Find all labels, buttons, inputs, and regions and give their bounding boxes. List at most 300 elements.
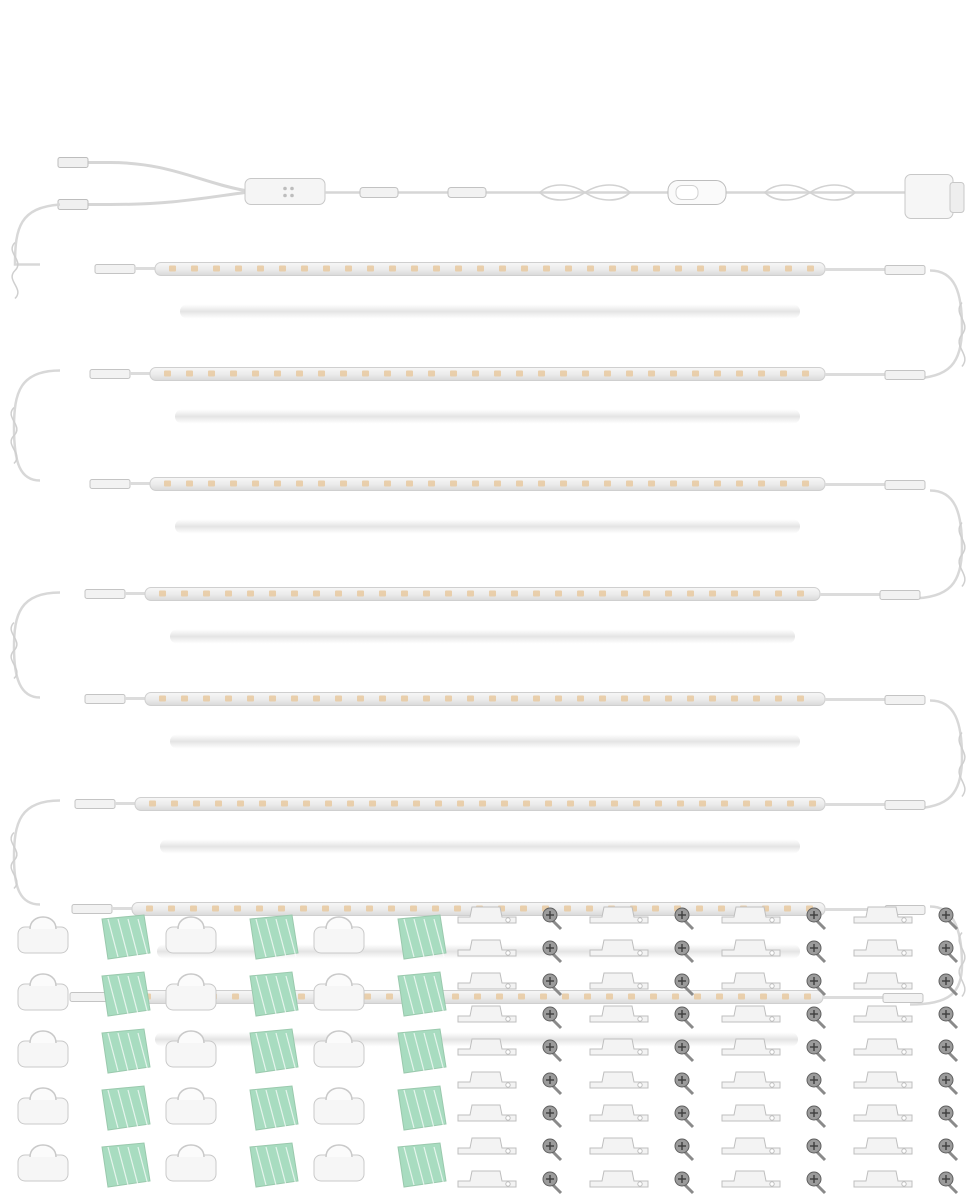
led-chip bbox=[802, 371, 809, 377]
led-chip bbox=[582, 481, 589, 487]
screw bbox=[939, 908, 957, 929]
adhesive-clip bbox=[314, 1031, 364, 1067]
led-chip bbox=[323, 266, 330, 272]
mounting-clip bbox=[590, 1072, 648, 1088]
led-chip bbox=[252, 481, 259, 487]
led-chip bbox=[543, 266, 550, 272]
screw bbox=[807, 1106, 825, 1127]
led-chip bbox=[345, 266, 352, 272]
led-chip bbox=[653, 266, 660, 272]
led-chip bbox=[164, 481, 171, 487]
led-chip bbox=[433, 266, 440, 272]
led-chip bbox=[489, 591, 496, 597]
led-chip bbox=[389, 266, 396, 272]
adhesive-tape-pad bbox=[250, 1086, 298, 1130]
led-chip bbox=[357, 696, 364, 702]
screw bbox=[939, 1007, 957, 1028]
led-chip bbox=[687, 696, 694, 702]
led-chip bbox=[670, 371, 677, 377]
led-chip bbox=[621, 591, 628, 597]
power-adapter bbox=[905, 175, 953, 219]
screw bbox=[543, 941, 561, 962]
adhesive-tape-pad bbox=[102, 915, 150, 959]
led-chip bbox=[697, 266, 704, 272]
led-chip bbox=[555, 696, 562, 702]
bar-housing bbox=[145, 588, 820, 601]
led-chip bbox=[523, 801, 530, 807]
led-chip bbox=[208, 481, 215, 487]
led-chip bbox=[555, 591, 562, 597]
led-chip bbox=[560, 371, 567, 377]
screw bbox=[807, 1172, 825, 1193]
mounting-clip bbox=[854, 907, 912, 923]
led-chip bbox=[687, 591, 694, 597]
mounting-clip bbox=[722, 1072, 780, 1088]
bar-shadow bbox=[170, 630, 795, 644]
led-chip bbox=[489, 696, 496, 702]
mounting-clip bbox=[854, 973, 912, 989]
led-chip bbox=[274, 481, 281, 487]
mounting-clip bbox=[854, 1138, 912, 1154]
led-chip bbox=[589, 801, 596, 807]
led-bar bbox=[95, 263, 925, 319]
led-chip bbox=[225, 696, 232, 702]
led-chip bbox=[719, 266, 726, 272]
led-chip bbox=[516, 481, 523, 487]
dc-plug-connector bbox=[58, 158, 88, 168]
screw bbox=[675, 1007, 693, 1028]
led-chip bbox=[213, 266, 220, 272]
screw bbox=[675, 1073, 693, 1094]
led-chip bbox=[279, 266, 286, 272]
led-chip bbox=[780, 481, 787, 487]
screw bbox=[675, 1172, 693, 1193]
screw bbox=[939, 1073, 957, 1094]
led-chip bbox=[538, 481, 545, 487]
led-chip bbox=[296, 481, 303, 487]
led-chip bbox=[533, 696, 540, 702]
led-chip bbox=[665, 696, 672, 702]
led-chip bbox=[699, 801, 706, 807]
led-chip bbox=[626, 371, 633, 377]
mounting-clip bbox=[458, 1171, 516, 1187]
mounting-clip bbox=[722, 1171, 780, 1187]
mounting-hardware bbox=[0, 895, 972, 1200]
led-chip bbox=[428, 481, 435, 487]
led-chip bbox=[587, 266, 594, 272]
screw bbox=[543, 974, 561, 995]
led-chip bbox=[467, 696, 474, 702]
led-chip bbox=[775, 696, 782, 702]
led-chip bbox=[633, 801, 640, 807]
led-chip bbox=[494, 371, 501, 377]
adhesive-tape-pad bbox=[102, 1143, 150, 1187]
led-chip bbox=[435, 801, 442, 807]
adhesive-tape-pad bbox=[250, 972, 298, 1016]
led-chip bbox=[753, 696, 760, 702]
led-chip bbox=[499, 266, 506, 272]
led-chip bbox=[494, 481, 501, 487]
led-chip bbox=[335, 591, 342, 597]
led-chip bbox=[472, 481, 479, 487]
screw bbox=[675, 1139, 693, 1160]
led-chip bbox=[643, 591, 650, 597]
bar-connector-left bbox=[95, 265, 135, 274]
mounting-clip bbox=[458, 1072, 516, 1088]
led-chip bbox=[643, 696, 650, 702]
mounting-clip bbox=[458, 1105, 516, 1121]
mounting-clip bbox=[458, 973, 516, 989]
bar-connector-left bbox=[90, 480, 130, 489]
led-chip bbox=[391, 801, 398, 807]
adhesive-clip bbox=[314, 917, 364, 953]
led-chip bbox=[467, 591, 474, 597]
mounting-clip bbox=[854, 1006, 912, 1022]
led-chip bbox=[384, 481, 391, 487]
led-chip bbox=[621, 696, 628, 702]
bar-connector-right bbox=[885, 801, 925, 810]
led-chip bbox=[325, 801, 332, 807]
led-chip bbox=[362, 481, 369, 487]
led-chip bbox=[401, 696, 408, 702]
led-chip bbox=[186, 481, 193, 487]
adhesive-tape-pad bbox=[398, 915, 446, 959]
led-chip bbox=[237, 801, 244, 807]
led-chip bbox=[501, 801, 508, 807]
led-chip bbox=[626, 481, 633, 487]
led-chip bbox=[235, 266, 242, 272]
led-chip bbox=[809, 801, 816, 807]
screw bbox=[675, 908, 693, 929]
screw bbox=[807, 974, 825, 995]
screw bbox=[807, 941, 825, 962]
led-chip bbox=[406, 371, 413, 377]
led-chip bbox=[171, 801, 178, 807]
adhesive-tape-pad bbox=[250, 915, 298, 959]
led-chip bbox=[721, 801, 728, 807]
led-chip bbox=[765, 801, 772, 807]
adhesive-clip bbox=[18, 974, 68, 1010]
screw bbox=[807, 1073, 825, 1094]
led-chip bbox=[743, 801, 750, 807]
mounting-clip bbox=[722, 1039, 780, 1055]
bar-shadow bbox=[175, 520, 800, 534]
mounting-clip bbox=[854, 940, 912, 956]
led-chip bbox=[149, 801, 156, 807]
led-chip bbox=[692, 371, 699, 377]
led-chip bbox=[384, 371, 391, 377]
screw bbox=[543, 1172, 561, 1193]
led-chip bbox=[538, 371, 545, 377]
led-chip bbox=[401, 591, 408, 597]
adhesive-clip bbox=[166, 917, 216, 953]
mounting-clip bbox=[590, 973, 648, 989]
adhesive-clip bbox=[314, 974, 364, 1010]
led-chip bbox=[736, 481, 743, 487]
mounting-clip bbox=[458, 1006, 516, 1022]
led-chip bbox=[516, 371, 523, 377]
led-bar bbox=[85, 588, 920, 644]
led-chip bbox=[281, 801, 288, 807]
led-chip bbox=[665, 591, 672, 597]
led-chip bbox=[677, 801, 684, 807]
led-chip bbox=[560, 481, 567, 487]
led-chip bbox=[533, 591, 540, 597]
adhesive-clip-group bbox=[18, 915, 446, 1187]
adhesive-clip bbox=[166, 974, 216, 1010]
led-chip bbox=[675, 266, 682, 272]
bar-connector-right bbox=[885, 696, 925, 705]
mounting-clip bbox=[854, 1039, 912, 1055]
led-chip bbox=[301, 266, 308, 272]
led-chip bbox=[807, 266, 814, 272]
bar-connector-left bbox=[85, 695, 125, 704]
led-chip bbox=[758, 481, 765, 487]
mounting-clip bbox=[722, 907, 780, 923]
led-chip bbox=[347, 801, 354, 807]
led-chip bbox=[247, 696, 254, 702]
led-chip bbox=[362, 371, 369, 377]
led-chip bbox=[655, 801, 662, 807]
led-chip bbox=[450, 371, 457, 377]
bar-connector-right bbox=[885, 481, 925, 490]
mounting-clip bbox=[458, 1039, 516, 1055]
adhesive-tape-pad bbox=[398, 972, 446, 1016]
led-chip bbox=[457, 801, 464, 807]
led-chip bbox=[303, 801, 310, 807]
led-chip bbox=[191, 266, 198, 272]
mounting-clip bbox=[590, 907, 648, 923]
led-chip bbox=[445, 696, 452, 702]
led-bar bbox=[75, 798, 925, 854]
led-chip bbox=[203, 591, 210, 597]
led-chip bbox=[714, 481, 721, 487]
adhesive-clip bbox=[166, 1145, 216, 1181]
led-chip bbox=[477, 266, 484, 272]
adhesive-clip bbox=[18, 1145, 68, 1181]
led-chip bbox=[193, 801, 200, 807]
led-chip bbox=[802, 481, 809, 487]
led-chip bbox=[631, 266, 638, 272]
mounting-clip bbox=[590, 940, 648, 956]
screw bbox=[939, 1172, 957, 1193]
led-chip bbox=[785, 266, 792, 272]
led-chip bbox=[413, 801, 420, 807]
led-chip bbox=[159, 591, 166, 597]
led-chip bbox=[445, 591, 452, 597]
led-chip bbox=[611, 801, 618, 807]
led-chip bbox=[714, 371, 721, 377]
led-chip bbox=[565, 266, 572, 272]
mounting-clip bbox=[722, 973, 780, 989]
led-chip bbox=[455, 266, 462, 272]
led-chip bbox=[692, 481, 699, 487]
led-chip bbox=[753, 591, 760, 597]
led-chip bbox=[208, 371, 215, 377]
inline-connector bbox=[360, 188, 398, 198]
led-chip bbox=[599, 696, 606, 702]
led-chip bbox=[340, 371, 347, 377]
mounting-clip bbox=[722, 940, 780, 956]
mounting-clip bbox=[458, 940, 516, 956]
led-chip bbox=[709, 591, 716, 597]
led-chip bbox=[472, 371, 479, 377]
led-chip bbox=[313, 696, 320, 702]
led-chip bbox=[411, 266, 418, 272]
adhesive-clip bbox=[166, 1088, 216, 1124]
led-chip bbox=[763, 266, 770, 272]
dc-plug-connector bbox=[58, 200, 88, 210]
led-chip bbox=[599, 591, 606, 597]
bar-connector-right bbox=[880, 591, 920, 600]
led-chip bbox=[521, 266, 528, 272]
mounting-clip bbox=[722, 1006, 780, 1022]
adhesive-tape-pad bbox=[102, 972, 150, 1016]
led-chip bbox=[406, 481, 413, 487]
screw bbox=[939, 941, 957, 962]
screw bbox=[807, 1139, 825, 1160]
mounting-clip bbox=[590, 1006, 648, 1022]
bar-shadow bbox=[175, 410, 800, 424]
screw bbox=[543, 1106, 561, 1127]
bar-connector-left bbox=[75, 800, 115, 809]
mounting-clip bbox=[458, 907, 516, 923]
bar-shadow bbox=[180, 305, 800, 319]
led-bar bbox=[85, 693, 925, 749]
mounting-clip bbox=[458, 1138, 516, 1154]
led-chip bbox=[797, 696, 804, 702]
led-chip bbox=[577, 591, 584, 597]
led-chip bbox=[648, 481, 655, 487]
led-chip bbox=[252, 371, 259, 377]
bar-connector-left bbox=[85, 590, 125, 599]
screw bbox=[543, 1073, 561, 1094]
led-chip bbox=[758, 371, 765, 377]
bar-shadow bbox=[160, 840, 800, 854]
led-chip bbox=[423, 696, 430, 702]
led-chip bbox=[709, 696, 716, 702]
led-chip bbox=[450, 481, 457, 487]
screw bbox=[675, 1106, 693, 1127]
led-chip bbox=[379, 591, 386, 597]
cable-ties bbox=[11, 243, 965, 997]
led-chip bbox=[797, 591, 804, 597]
led-chip bbox=[604, 371, 611, 377]
led-chip bbox=[780, 371, 787, 377]
led-chip bbox=[582, 371, 589, 377]
adhesive-tape-pad bbox=[398, 1029, 446, 1073]
adhesive-tape-pad bbox=[102, 1086, 150, 1130]
led-chip bbox=[159, 696, 166, 702]
led-chip bbox=[230, 371, 237, 377]
bar-connector-right bbox=[885, 371, 925, 380]
led-chip bbox=[259, 801, 266, 807]
led-chip bbox=[731, 591, 738, 597]
mounting-clip bbox=[854, 1171, 912, 1187]
led-chip bbox=[379, 696, 386, 702]
screw bbox=[807, 1007, 825, 1028]
led-chip bbox=[225, 591, 232, 597]
bar-housing bbox=[150, 478, 825, 491]
adhesive-clip bbox=[18, 1088, 68, 1124]
screw bbox=[675, 974, 693, 995]
led-chip bbox=[511, 696, 518, 702]
led-chip bbox=[545, 801, 552, 807]
led-chip bbox=[230, 481, 237, 487]
led-chip bbox=[775, 591, 782, 597]
led-chip bbox=[428, 371, 435, 377]
led-chip bbox=[186, 371, 193, 377]
led-chip bbox=[741, 266, 748, 272]
screw bbox=[543, 1139, 561, 1160]
led-bar bbox=[90, 368, 925, 424]
led-bar bbox=[90, 478, 925, 534]
adhesive-clip bbox=[314, 1145, 364, 1181]
led-chip bbox=[269, 591, 276, 597]
adhesive-clip bbox=[18, 1031, 68, 1067]
led-chip bbox=[736, 371, 743, 377]
mounting-clip bbox=[590, 1105, 648, 1121]
screw bbox=[807, 908, 825, 929]
screw bbox=[675, 1040, 693, 1061]
led-chip bbox=[423, 591, 430, 597]
adhesive-tape-pad bbox=[102, 1029, 150, 1073]
led-chip bbox=[318, 481, 325, 487]
led-chip bbox=[787, 801, 794, 807]
adhesive-tape-pad bbox=[398, 1086, 446, 1130]
led-chip bbox=[648, 371, 655, 377]
mounting-clip bbox=[854, 1105, 912, 1121]
led-chip bbox=[369, 801, 376, 807]
led-chip bbox=[511, 591, 518, 597]
led-chip bbox=[291, 696, 298, 702]
mounting-clip bbox=[854, 1072, 912, 1088]
led-chip bbox=[731, 696, 738, 702]
mounting-clip bbox=[590, 1039, 648, 1055]
mounting-clip bbox=[590, 1138, 648, 1154]
adhesive-clip bbox=[166, 1031, 216, 1067]
screw bbox=[543, 1007, 561, 1028]
led-chip bbox=[335, 696, 342, 702]
mounting-clip-group bbox=[458, 907, 957, 1193]
screw bbox=[939, 1040, 957, 1061]
led-chip bbox=[670, 481, 677, 487]
adhesive-clip bbox=[18, 917, 68, 953]
led-chip bbox=[247, 591, 254, 597]
led-chip bbox=[577, 696, 584, 702]
bar-shadow bbox=[170, 735, 800, 749]
bar-connector-right bbox=[885, 266, 925, 275]
adhesive-tape-pad bbox=[398, 1143, 446, 1187]
power-supply-cable bbox=[58, 158, 964, 219]
led-chip bbox=[269, 696, 276, 702]
bar-linking-cables bbox=[14, 205, 962, 1005]
screw bbox=[543, 908, 561, 929]
screw bbox=[675, 941, 693, 962]
bar-connector-left bbox=[90, 370, 130, 379]
led-chip bbox=[257, 266, 264, 272]
led-chip bbox=[567, 801, 574, 807]
splitter-box bbox=[245, 179, 325, 205]
mounting-clip bbox=[722, 1105, 780, 1121]
led-chip bbox=[609, 266, 616, 272]
mounting-clip bbox=[722, 1138, 780, 1154]
screw bbox=[939, 1106, 957, 1127]
led-chip bbox=[318, 371, 325, 377]
bar-housing bbox=[150, 368, 825, 381]
screw bbox=[543, 1040, 561, 1061]
screw bbox=[939, 974, 957, 995]
